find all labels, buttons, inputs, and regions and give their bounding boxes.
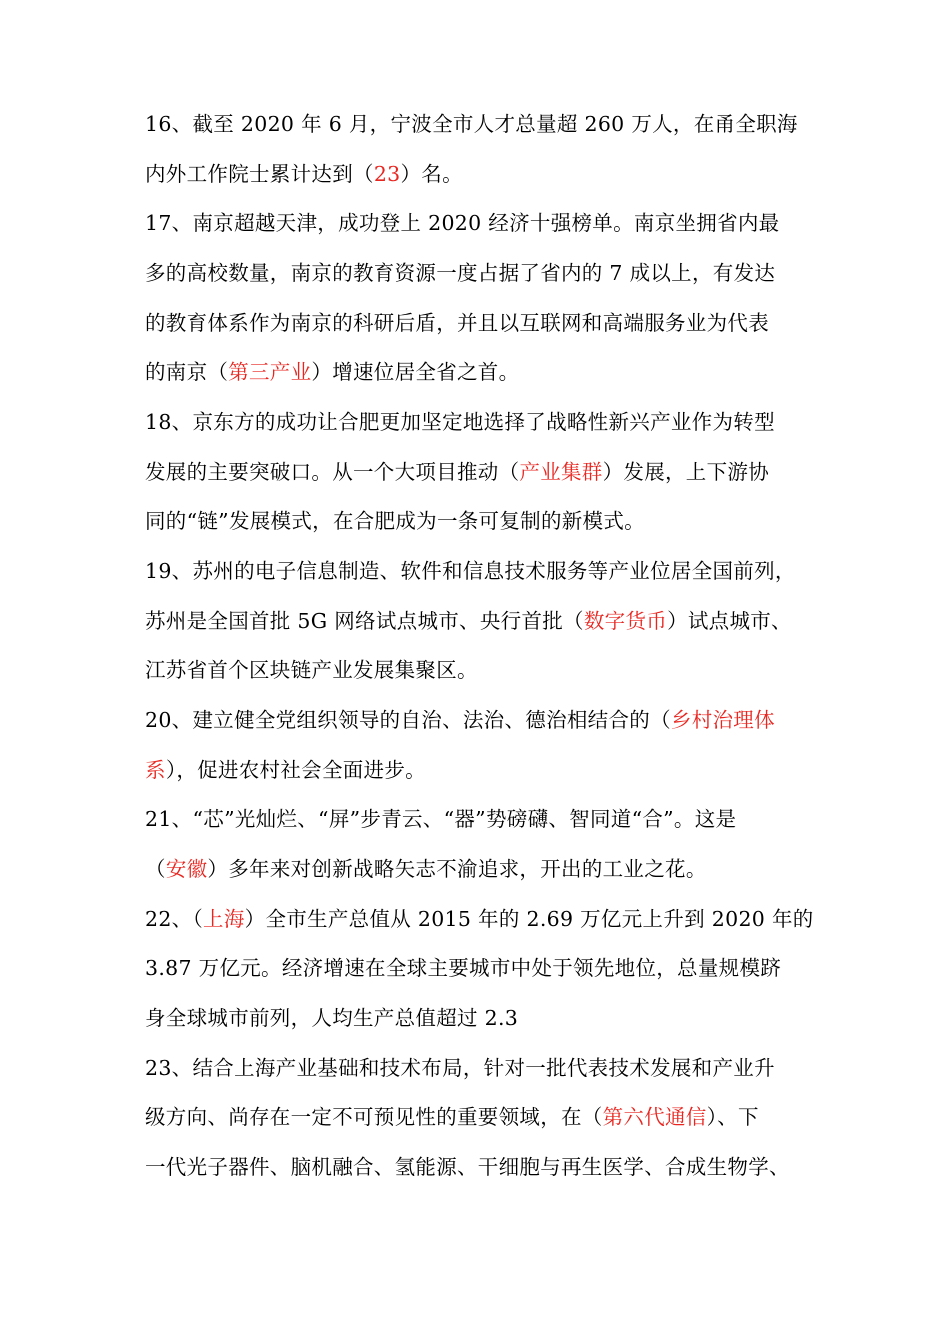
question-text: 的南京（ <box>145 360 229 384</box>
question-text: 22、（ <box>145 907 204 931</box>
question-text: 21、“芯”光灿烂、“屏”步青云、“器”势磅礴、智同道“合”。这是 <box>145 807 737 831</box>
answer-text: 23 <box>373 162 401 186</box>
question-text: 级方向、尚存在一定不可预见性的重要领域，在（ <box>145 1105 603 1129</box>
text-line <box>145 806 825 832</box>
answer-text: 第三产业 <box>228 360 312 384</box>
answer-text: 第六代通信 <box>602 1105 707 1129</box>
question-text: ）全市生产总值从 2015 年的 2.69 万亿元上升到 2020 年的 <box>244 907 814 931</box>
question-text: （ <box>145 857 166 881</box>
text-line <box>145 210 825 236</box>
text-line <box>145 111 825 137</box>
text-line <box>145 757 825 783</box>
text-line <box>145 955 825 981</box>
question-text: ）试点城市、 <box>667 609 792 633</box>
text-line <box>145 657 825 683</box>
question-text: 的教育体系作为南京的科研后盾，并且以互联网和高端服务业为代表 <box>145 311 769 335</box>
question-text: ），促进农村社会全面进步。 <box>165 758 426 782</box>
question-text: 23、结合上海产业基础和技术布局，针对一批代表技术发展和产业升 <box>145 1056 775 1080</box>
question-text: 19、苏州的电子信息制造、软件和信息技术服务等产业位居全国前列， <box>145 559 796 583</box>
text-line <box>145 1005 825 1031</box>
question-text: ）名。 <box>400 162 463 186</box>
answer-text: 乡村治理体 <box>670 708 775 732</box>
text-line <box>145 1154 825 1180</box>
question-text: 17、南京超越天津，成功登上 2020 经济十强榜单。南京坐拥省内最 <box>145 211 780 235</box>
question-text: 苏州是全国首批 5G 网络试点城市、央行首批（ <box>145 609 584 633</box>
text-line <box>145 1055 825 1081</box>
question-text: 多的高校数量，南京的教育资源一度占据了省内的 7 成以上，有发达 <box>145 261 776 285</box>
question-text: 发展的主要突破口。从一个大项目推动（ <box>145 460 520 484</box>
text-line <box>145 856 825 882</box>
text-line <box>145 359 825 385</box>
text-line <box>145 310 825 336</box>
question-text: 江苏省首个区块链产业发展集聚区。 <box>145 658 478 682</box>
text-line <box>145 409 825 435</box>
text-line <box>145 459 825 485</box>
question-text: 一代光子器件、脑机融合、氢能源、干细胞与再生医学、合成生物学、 <box>145 1155 790 1179</box>
question-text: 3.87 万亿元。经济增速在全球主要城市中处于领先地位，总量规模跻 <box>145 956 782 980</box>
text-line <box>145 260 825 286</box>
text-line <box>145 558 825 584</box>
answer-text: 上海 <box>203 907 245 931</box>
question-text: 20、建立健全党组织领导的自治、法治、德治相结合的（ <box>145 708 671 732</box>
answer-text: 系 <box>145 758 166 782</box>
question-text: ）、下 <box>706 1105 759 1129</box>
text-line <box>145 906 825 932</box>
text-line <box>145 161 825 187</box>
text-line <box>145 707 825 733</box>
answer-text: 数字货币 <box>583 609 668 633</box>
question-text: ）多年来对创新战略矢志不渝追求，开出的工业之花。 <box>207 857 707 881</box>
question-text: 身全球城市前列，人均生产总值超过 2.3 <box>145 1006 519 1030</box>
question-text: 16、截至 2020 年 6 月，宁波全市人才总量超 260 万人，在甬全职海 <box>145 112 798 136</box>
answer-text: 产业集群 <box>519 460 603 484</box>
answer-text: 安徽 <box>165 857 208 881</box>
question-text: 内外工作院士累计达到（ <box>145 162 374 186</box>
question-text: ）增速位居全省之首。 <box>311 360 520 384</box>
question-text: 18、京东方的成功让合肥更加坚定地选择了战略性新兴产业作为转型 <box>145 410 775 434</box>
text-line <box>145 608 825 634</box>
question-text: ）发展，上下游协 <box>602 460 770 484</box>
question-text: 同的“链”发展模式，在合肥成为一条可复制的新模式。 <box>145 509 645 533</box>
text-line <box>145 508 825 534</box>
text-line <box>145 1104 825 1130</box>
